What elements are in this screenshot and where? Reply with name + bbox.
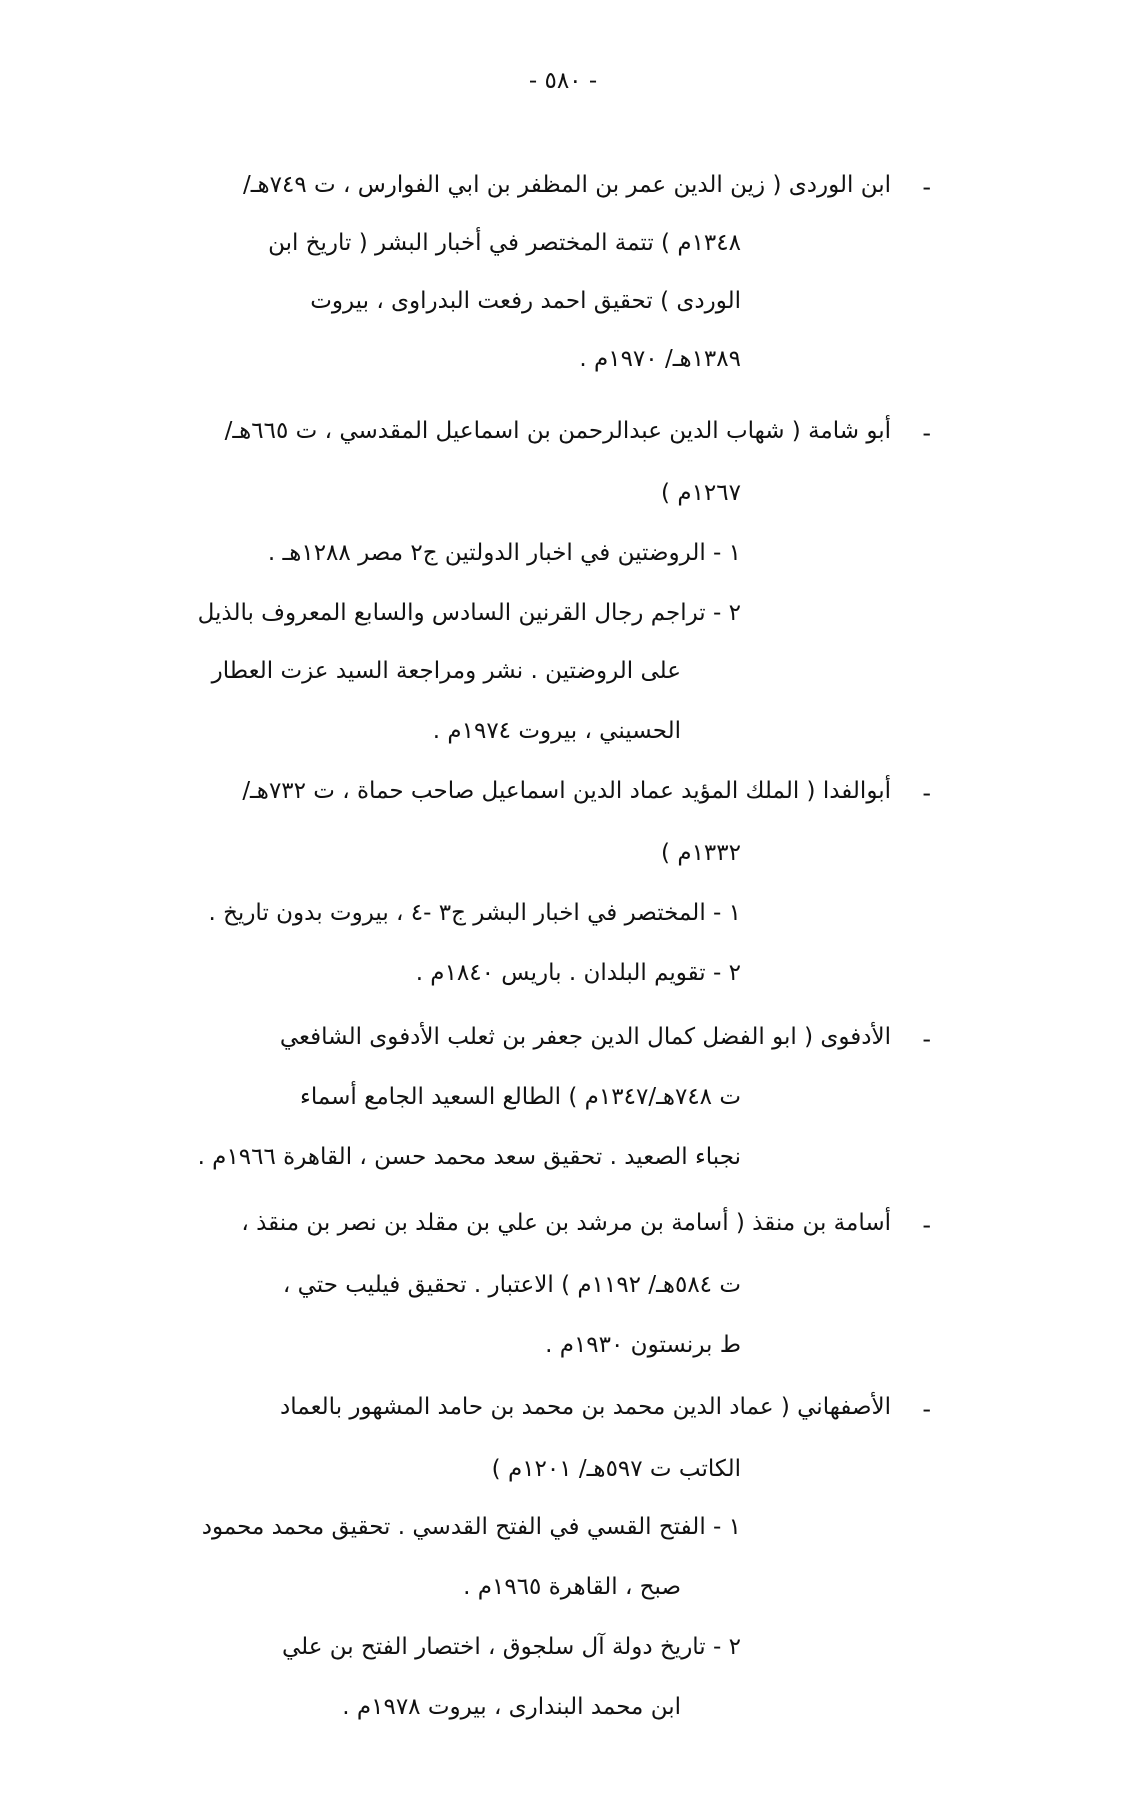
entry-line: ط برنستون ١٩٣٠م . bbox=[545, 1332, 741, 1358]
entry-line: أبوالفدا ( الملك المؤيد عماد الدين اسماعيل صاحب حماة ، ت ٧٣٢هـ/ bbox=[242, 778, 891, 804]
page-number: - ٥٨٠ - bbox=[528, 68, 598, 94]
entry-line: ١ - المختصر في اخبار البشر ج٣ -٤ ، بيروت بدون تاريخ . bbox=[208, 900, 741, 926]
entry-line: الكاتب ت ٥٩٧هـ/ ١٢٠١م ) bbox=[491, 1456, 741, 1482]
entry-line: الأدفوى ( ابو الفضل كمال الدين جعفر بن ثعلب الأدفوى الشافعي bbox=[279, 1024, 891, 1050]
entry-line: ت ٥٨٤هـ/ ١١٩٢م ) الاعتبار . تحقيق فيليب حتي ، bbox=[282, 1272, 741, 1298]
entry-line: ١ - الفتح القسي في الفتح القدسي . تحقيق محمد محمود bbox=[201, 1514, 741, 1540]
entry-bullet: - bbox=[922, 779, 931, 807]
entry-line: ١٣٤٨م ) تتمة المختصر في أخبار البشر ( تاريخ ابن bbox=[268, 230, 741, 256]
entry-line: صبح ، القاهرة ١٩٦٥م . bbox=[463, 1574, 681, 1600]
entry-line: ١٢٦٧م ) bbox=[661, 480, 741, 506]
entry-line: الحسيني ، بيروت ١٩٧٤م . bbox=[432, 718, 681, 744]
entry-line: ١٣٣٢م ) bbox=[661, 840, 741, 866]
entry-line: ١ - الروضتين في اخبار الدولتين ج٢ مصر ١٢٨٨هـ . bbox=[267, 540, 741, 566]
entry-line: ٢ - تاريخ دولة آل سلجوق ، اختصار الفتح بن علي bbox=[281, 1634, 741, 1660]
entry-line: ١٣٨٩هـ/ ١٩٧٠م . bbox=[579, 346, 741, 372]
entry-line: ابن محمد البندارى ، بيروت ١٩٧٨م . bbox=[342, 1694, 681, 1720]
entry-bullet: - bbox=[922, 1395, 931, 1423]
entry-line: ٢ - تقويم البلدان . باريس ١٨٤٠م . bbox=[415, 960, 741, 986]
entry-bullet: - bbox=[922, 1211, 931, 1239]
entry-line: ٢ - تراجم رجال القرنين السادس والسابع المعروف بالذيل bbox=[197, 600, 741, 626]
entry-bullet: - bbox=[922, 419, 931, 447]
entry-bullet: - bbox=[922, 173, 931, 201]
entry-line: أسامة بن منقذ ( أسامة بن مرشد بن علي بن مقلد بن نصر بن منقذ ، bbox=[241, 1210, 891, 1236]
entry-line: نجباء الصعيد . تحقيق سعد محمد حسن ، القاهرة ١٩٦٦م . bbox=[197, 1144, 741, 1170]
entry-line: ابن الوردى ( زين الدين عمر بن المظفر بن ابي الفوارس ، ت ٧٤٩هـ/ bbox=[243, 172, 891, 198]
entry-line: على الروضتين . نشر ومراجعة السيد عزت العطار bbox=[211, 658, 681, 684]
entry-line: الأصفهاني ( عماد الدين محمد بن محمد بن حامد المشهور بالعماد bbox=[280, 1394, 891, 1420]
entry-line: أبو شامة ( شهاب الدين عبدالرحمن بن اسماعيل المقدسي ، ت ٦٦٥هـ/ bbox=[224, 418, 891, 444]
entry-bullet: - bbox=[922, 1025, 931, 1053]
entry-line: الوردى ) تحقيق احمد رفعت البدراوى ، بيروت bbox=[310, 288, 741, 314]
entry-line: ت ٧٤٨هـ/١٣٤٧م ) الطالع السعيد الجامع أسماء bbox=[300, 1084, 741, 1110]
